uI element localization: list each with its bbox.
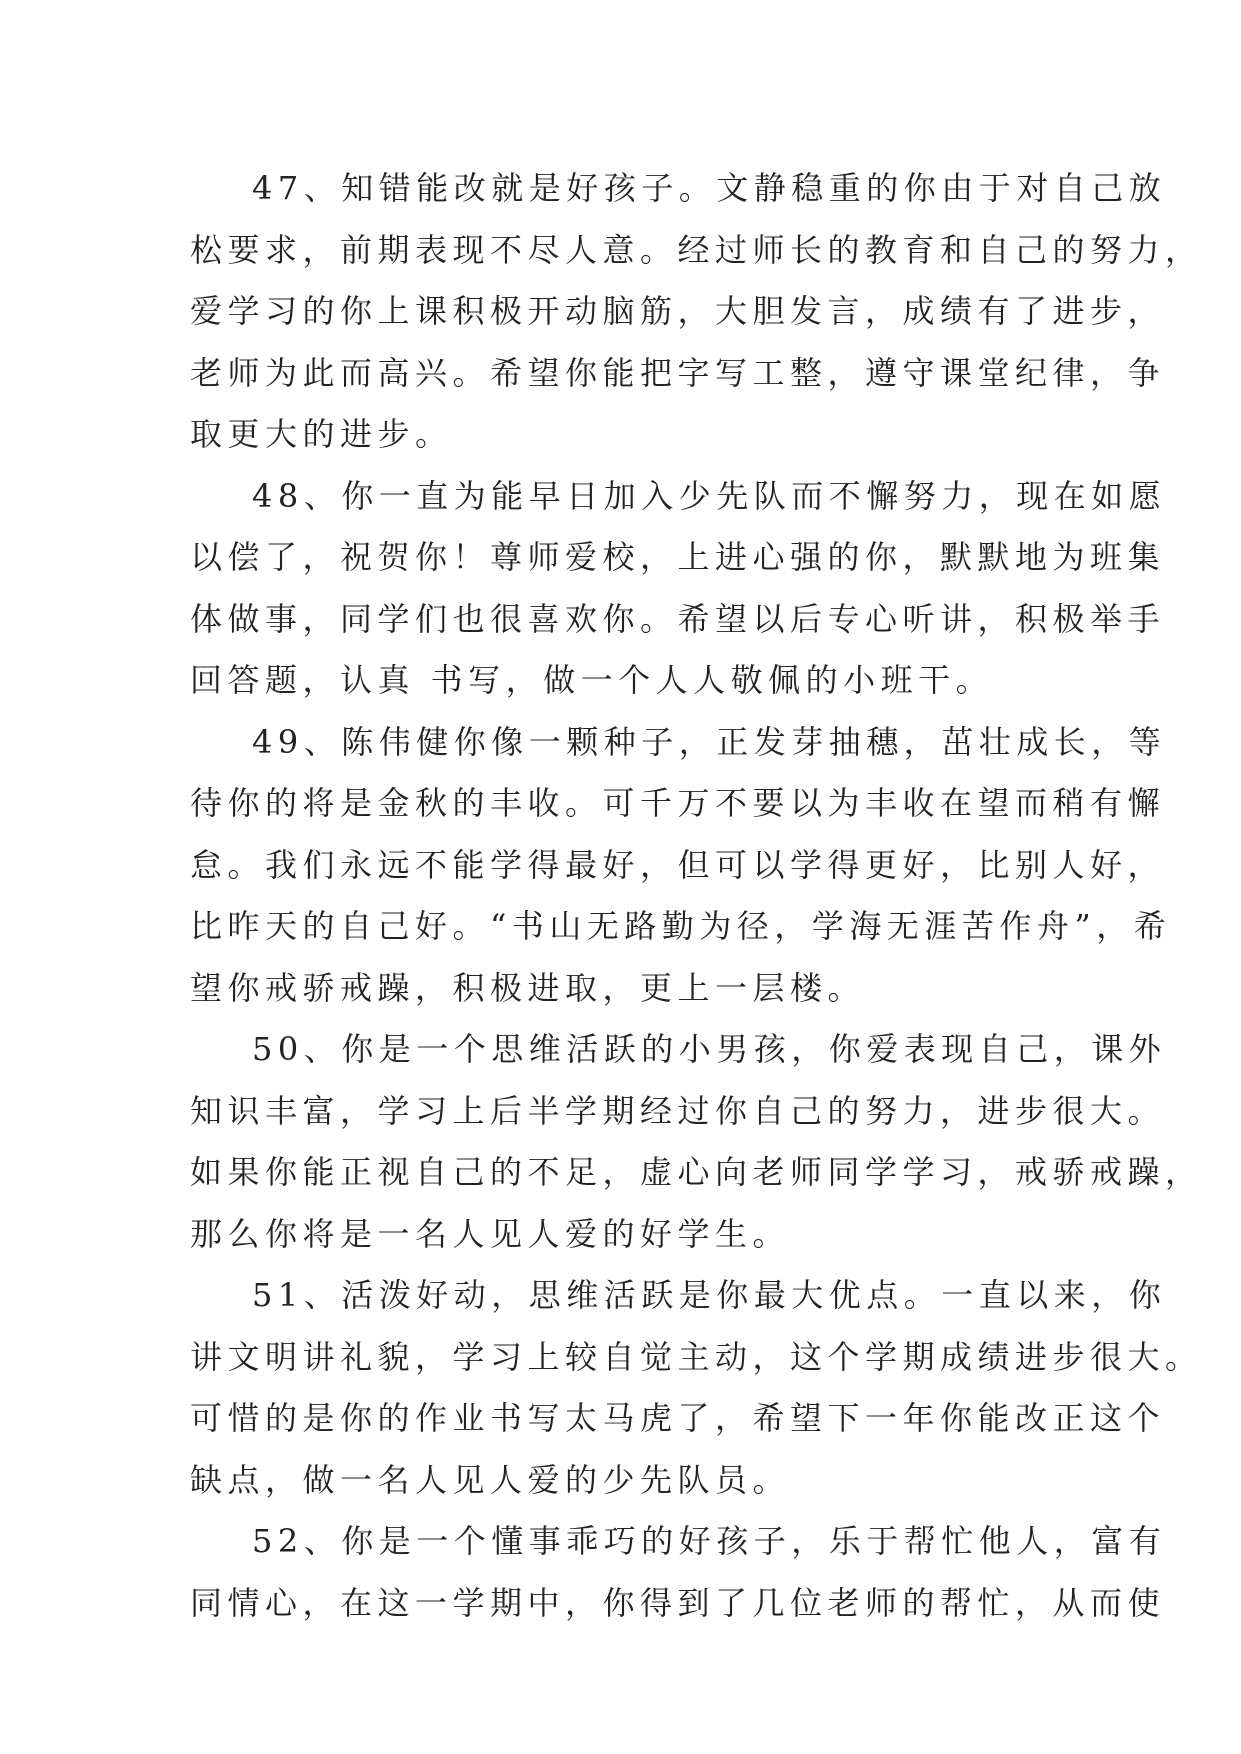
text-line: 回答题，认真 书写，做一个人人敬佩的小班干。	[190, 661, 994, 699]
paragraph-47	[190, 158, 1203, 466]
text-line: 同情心，在这一学期中，你得到了几位老师的帮忙，从而使	[190, 1583, 1166, 1622]
paragraph-50	[190, 1019, 1203, 1265]
text-line: 49、陈伟健你像一颗种子，正发芽抽穗，茁壮成长，等	[252, 722, 1167, 761]
text-line: 那么你将是一名人见人爱的好学生。	[190, 1214, 791, 1253]
document-body	[190, 158, 1203, 1634]
paragraph-49	[190, 712, 1172, 1020]
text-line: 如果你能正视自己的不足，虚心向老师同学学习，戒骄戒躁，	[190, 1153, 1203, 1191]
text-line: 知识丰富，学习上后半学期经过你自己的努力，进步很大。	[190, 1091, 1166, 1130]
text-line: 50、你是一个思维活跃的小男孩，你爱表现自己，课外	[252, 1030, 1167, 1068]
text-line: 待你的将是金秋的丰收。可千万不要以为丰收在望而稍有懈	[190, 784, 1166, 822]
text-line: 体做事，同学们也很喜欢你。希望以后专心听讲，积极举手	[190, 599, 1166, 638]
text-line: 以偿了，祝贺你！尊师爱校，上进心强的你，默默地为班集	[190, 538, 1166, 576]
text-line: 48、你一直为能早日加入少先队而不懈努力，现在如愿	[252, 476, 1167, 515]
text-line: 望你戒骄戒躁，积极进取，更上一层楼。	[190, 968, 866, 1007]
text-line: 47、知错能改就是好孩子。文静稳重的你由于对自己放	[252, 169, 1167, 207]
paragraph-51	[190, 1265, 1203, 1511]
text-line: 怠。我们永远不能学得最好，但可以学得更好，比别人好，	[190, 845, 1166, 884]
text-line: 取更大的进步。	[190, 415, 453, 453]
text-line: 老师为此而高兴。希望你能把字写工整，遵守课堂纪律，争	[190, 353, 1166, 392]
text-line: 讲文明讲礼貌，学习上较自觉主动，这个学期成绩进步很大。	[190, 1337, 1203, 1376]
paragraph-48	[190, 466, 1167, 712]
paragraph-52	[190, 1511, 1167, 1634]
text-line: 51、活泼好动，思维活跃是你最大优点。一直以来，你	[252, 1276, 1167, 1314]
text-line: 52、你是一个懂事乖巧的好孩子，乐于帮忙他人，富有	[252, 1522, 1167, 1560]
text-line: 比昨天的自己好。“书山无路勤为径，学海无涯苦作舟”，希	[190, 907, 1172, 945]
text-line: 爱学习的你上课积极开动脑筋，大胆发言，成绩有了进步，	[190, 292, 1166, 330]
text-line: 可惜的是你的作业书写太马虎了，希望下一年你能改正这个	[190, 1399, 1166, 1437]
text-line: 缺点，做一名人见人爱的少先队员。	[190, 1460, 791, 1499]
text-line: 松要求，前期表现不尽人意。经过师长的教育和自己的努力，	[190, 230, 1203, 269]
